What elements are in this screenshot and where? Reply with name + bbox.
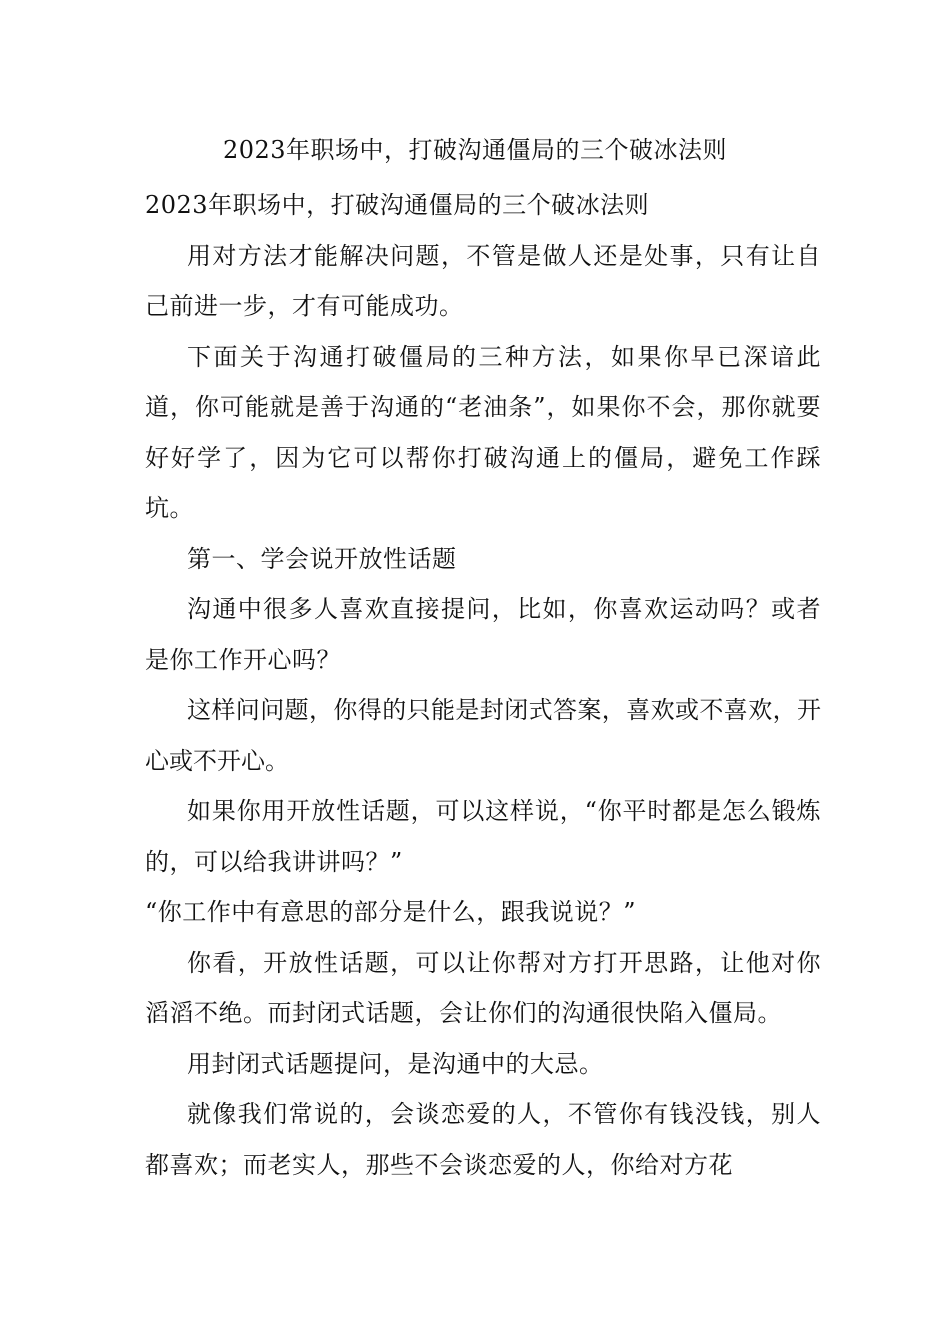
paragraph: “你工作中有意思的部分是什么，跟我说说？” (145, 898, 637, 926)
document-title: 2023年职场中，打破沟通僵局的三个破冰法则 (222, 136, 728, 164)
paragraph: 你看，开放性话题，可以让你帮对方打开思路，让他对你滔滔不绝。而封闭式话题，会让你们的沟通很快陷入僵局。 (145, 948, 821, 1027)
paragraph: 这样问问题，你得的只能是封闭式答案，喜欢或不喜欢，开心或不开心。 (145, 696, 821, 775)
subtitle-paragraph: 2023年职场中，打破沟通僵局的三个破冰法则 (145, 191, 650, 219)
paragraph: 用封闭式话题提问，是沟通中的大忌。 (187, 1049, 604, 1078)
paragraph: 就像我们常说的，会谈恋爱的人，不管你有钱没钱，别人都喜欢；而老实人，那些不会谈恋爱的人，你给对方花 (145, 1100, 821, 1179)
document-body (145, 180, 821, 1190)
paragraph: 沟通中很多人喜欢直接提问，比如，你喜欢运动吗？或者是你工作开心吗？ (145, 595, 821, 674)
paragraph: 用对方法才能解决问题，不管是做人还是处事，只有让自己前进一步，才有可能成功。 (145, 241, 821, 320)
paragraph: 下面关于沟通打破僵局的三种方法，如果你早已深谙此道，你可能就是善于沟通的“老油条”，如果你不会，那你就要好好学了，因为它可以帮你打破沟通上的僵局，避免工作踩坑。 (145, 342, 821, 522)
section-heading: 第一、学会说开放性话题 (187, 544, 457, 573)
paragraph: 如果你用开放性话题，可以这样说，“你平时都是怎么锻炼的，可以给我讲讲吗？” (145, 797, 821, 876)
